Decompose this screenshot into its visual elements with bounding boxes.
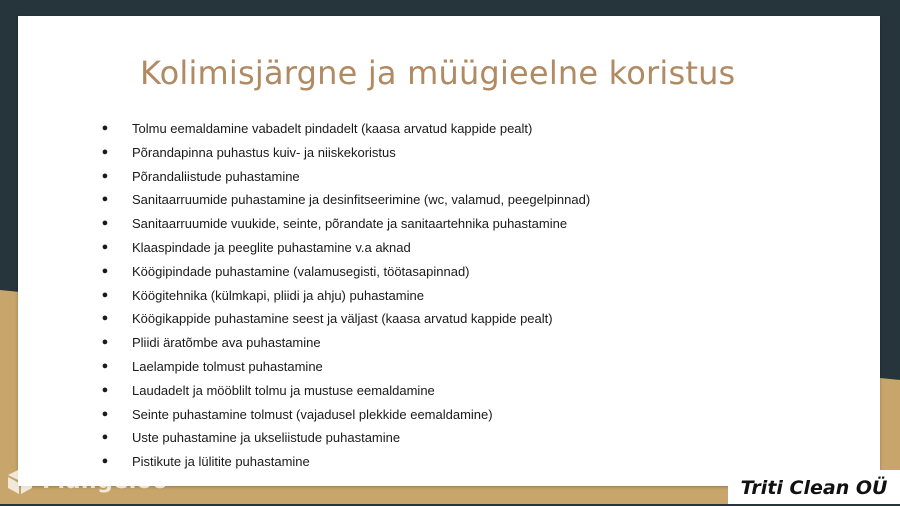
- list-item: [100, 331, 800, 355]
- list-item-text: Sanitaarruumide puhastamine ja desinfitseerimine (wc, valamud, peegelpinnad): [132, 192, 591, 208]
- list-item: [100, 426, 800, 450]
- list-item-text: Pistikute ja lülitite puhastamine: [132, 454, 310, 470]
- list-item: [100, 403, 800, 427]
- list-item-text: Seinte puhastamine tolmust (vajadusel plekkide eemaldamine): [132, 406, 493, 422]
- slide-title: Kolimisjärgne ja müügieelne koristus: [140, 54, 736, 92]
- bullet-icon: ●: [101, 359, 109, 372]
- bullet-icon: ●: [101, 122, 109, 134]
- list-item-text: Põrandapinna puhastus kuiv- ja niiskekoristus: [132, 144, 396, 160]
- bullet-icon: ●: [101, 288, 109, 301]
- list-item: [100, 260, 800, 284]
- logo-cube-icon: [6, 467, 34, 495]
- list-item-text: Sanitaarruumide vuukide, seinte, põrandate ja sanitaartehnika puhastamine: [132, 216, 568, 232]
- bullet-icon: ●: [101, 193, 109, 206]
- bullet-icon: ●: [101, 312, 109, 325]
- list-item: [100, 141, 800, 165]
- list-item: [100, 450, 800, 474]
- list-item: [100, 165, 800, 189]
- bullet-icon: ●: [101, 217, 109, 230]
- watermark-text: Flangeloo: [42, 468, 169, 494]
- bullet-icon: ●: [101, 455, 109, 468]
- bullet-icon: ●: [101, 264, 109, 277]
- list-item: [100, 355, 800, 379]
- slide: [18, 16, 880, 486]
- list-item-text: Pliidi äratõmbe ava puhastamine: [132, 335, 321, 351]
- list-item-text: Tolmu eemaldamine vabadelt pindadelt (kaasa arvatud kappide pealt): [132, 121, 533, 136]
- list-item-text: Köögitehnika (külmkapi, pliidi ja ahju) puhastamine: [132, 287, 424, 303]
- list-item-text: Uste puhastamine ja ukseliistude puhastamine: [132, 430, 401, 446]
- list-item-text: Põrandaliistude puhastamine: [132, 168, 300, 184]
- list-item: [100, 307, 800, 331]
- bullet-icon: ●: [101, 383, 109, 396]
- list-item-text: Köögipindade puhastamine (valamusegisti, töötasapinnad): [132, 263, 470, 279]
- bullet-icon: ●: [101, 431, 109, 444]
- bullet-list: [100, 117, 800, 474]
- list-item-text: Laudadelt ja mööblilt tolmu ja mustuse eemaldamine: [132, 382, 435, 398]
- bullet-icon: ●: [101, 240, 109, 253]
- bullet-icon: ●: [101, 145, 109, 158]
- bullet-icon: ●: [101, 407, 109, 420]
- list-item: [100, 188, 800, 212]
- bullet-icon: ●: [101, 169, 109, 182]
- list-item: [100, 284, 800, 308]
- list-item-text: Laelampide tolmust puhastamine: [132, 358, 323, 374]
- list-item: [100, 117, 800, 141]
- list-item-text: Klaaspindade ja peeglite puhastamine v.a aknad: [132, 239, 411, 255]
- list-item: [100, 212, 800, 236]
- watermark: [6, 466, 168, 496]
- brand-label: Triti Clean OÜ: [728, 470, 900, 504]
- list-item-text: Köögikappide puhastamine seest ja väljast (kaasa arvatud kappide pealt): [132, 311, 553, 327]
- bullet-icon: ●: [101, 336, 109, 349]
- list-item: [100, 379, 800, 403]
- list-item: [100, 236, 800, 260]
